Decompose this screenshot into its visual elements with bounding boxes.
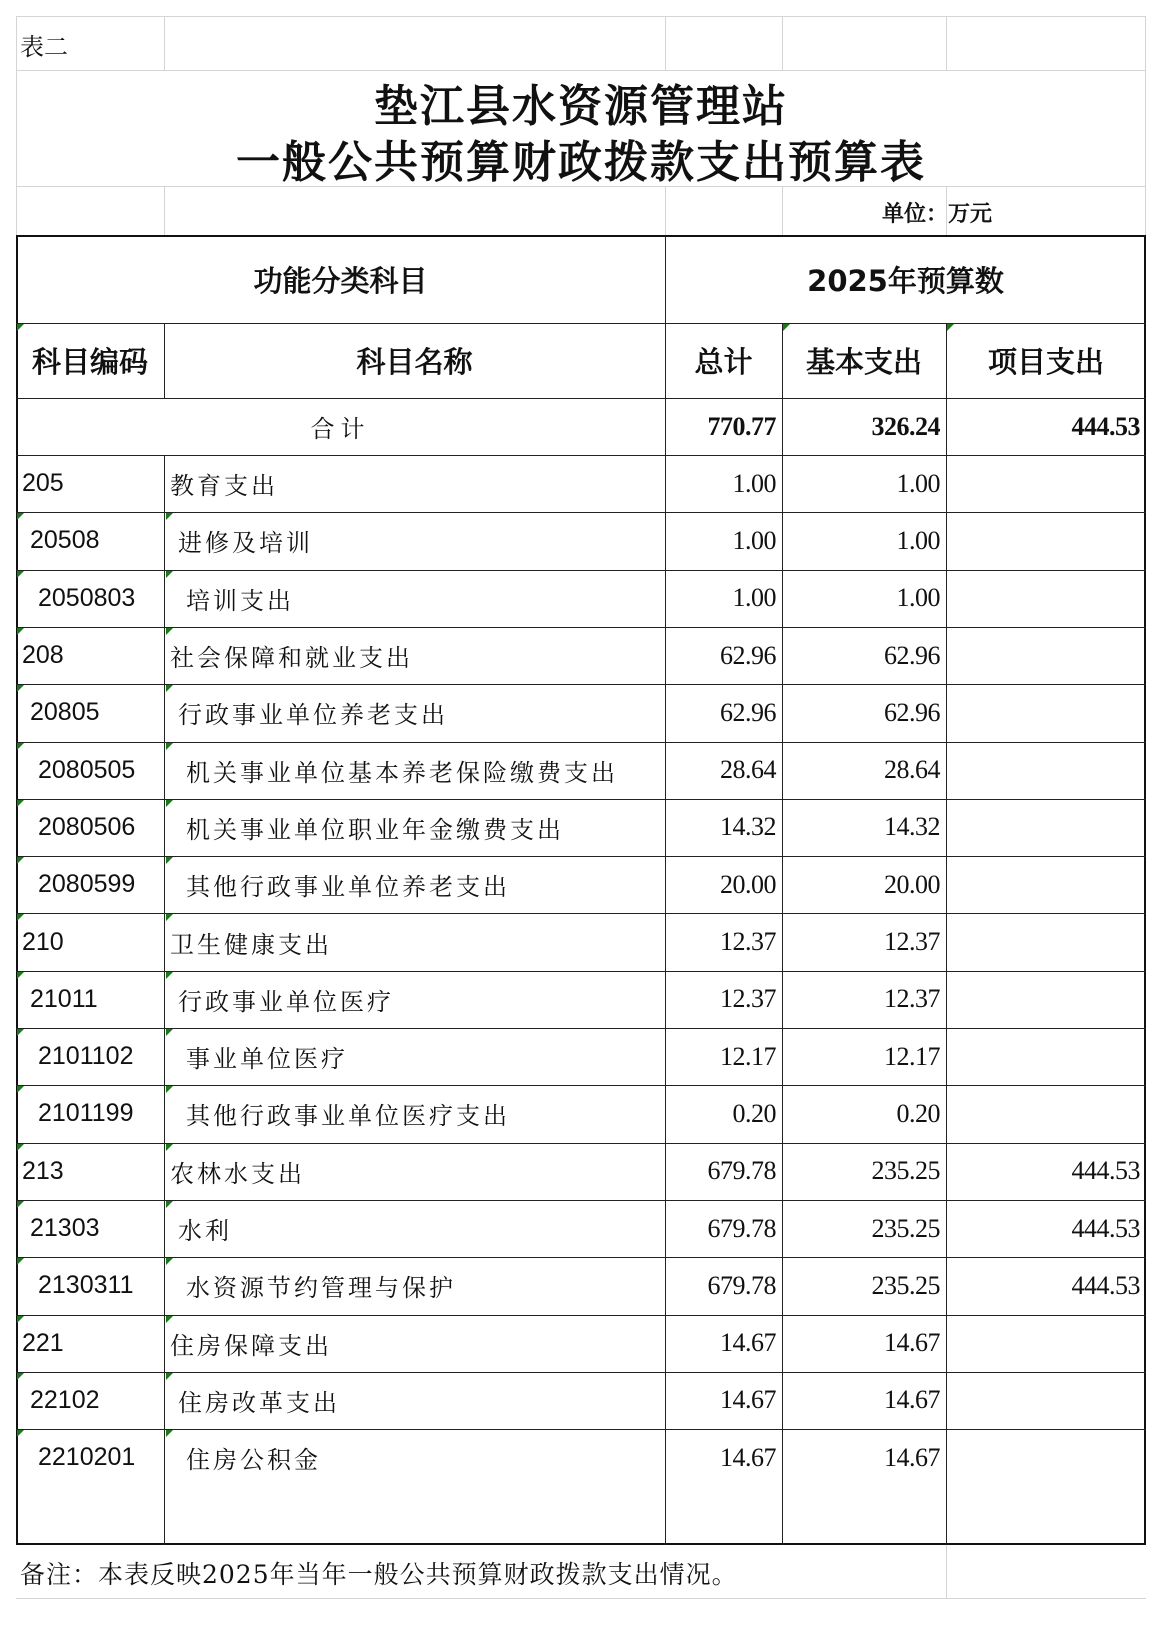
row-code: 2101102 [38,1042,134,1071]
row-total: 28.64 [720,755,776,785]
rule [16,323,1146,324]
row-code: 2130311 [38,1271,134,1300]
row-project [946,627,1146,684]
rule [16,1143,1146,1144]
row-total: 679.78 [707,1213,776,1243]
rule [16,856,1146,857]
row-total: 1.00 [732,583,776,613]
rule [164,323,165,398]
row-code: 2050803 [38,583,136,612]
row-total: 1.00 [732,468,776,498]
row-total: 14.67 [720,1328,776,1358]
totals-project: 444.53 [1071,411,1140,441]
cell-marker [166,1316,173,1323]
cell-marker [166,513,173,520]
rule [16,570,1146,571]
cell-marker [947,324,954,331]
row-total: 679.78 [707,1156,776,1186]
sheet-label: 表二 [20,32,68,61]
cell-marker [17,857,24,864]
row-code: 213 [22,1156,64,1185]
cell-marker [166,1086,173,1093]
row-basic: 28.64 [884,755,940,785]
row-total: 14.32 [720,812,776,842]
rule [16,1429,1146,1430]
rule [16,1372,1146,1373]
rule [16,1085,1146,1086]
row-project [946,570,1146,627]
row-basic: 12.17 [884,1041,940,1071]
cell-marker [166,1430,173,1437]
totals-basic: 326.24 [871,411,940,441]
row-project [946,512,1146,569]
row-code: 208 [22,641,64,670]
row-project [946,1429,1146,1486]
row-code: 2080599 [38,870,136,899]
row-basic: 1.00 [896,468,940,498]
row-basic: 14.67 [884,1442,940,1472]
row-project [946,856,1146,913]
rule [16,398,1146,399]
cell-marker [166,685,173,692]
cell-marker [783,324,790,331]
rule [16,742,1146,743]
cell-marker [17,571,24,578]
rule [16,913,1146,914]
gridline [16,16,1146,17]
gridline [16,1598,1146,1599]
cell-marker [17,685,24,692]
gridline [164,16,165,70]
row-name: 行政事业单位医疗 [178,987,394,1016]
header-category: 功能分类科目 [253,263,428,298]
row-code: 20805 [30,698,100,727]
row-basic: 235.25 [871,1156,940,1186]
row-total: 14.67 [720,1442,776,1472]
cell-marker [17,914,24,921]
row-name: 农林水支出 [170,1159,305,1188]
rule [16,1200,1146,1201]
totals-total: 770.77 [707,411,776,441]
row-name: 水资源节约管理与保护 [186,1274,456,1303]
row-project [946,1085,1146,1142]
row-code: 221 [22,1328,64,1357]
row-name: 住房保障支出 [170,1331,332,1360]
page-title-line2: 一般公共预算财政拨款支出预算表 [236,137,926,188]
row-basic: 14.67 [884,1385,940,1415]
cell-marker [166,800,173,807]
cell-marker [17,1201,24,1208]
row-total: 12.17 [720,1041,776,1071]
row-name: 培训支出 [186,586,294,615]
cell-marker [17,1373,24,1380]
rule [16,627,1146,628]
row-project [946,799,1146,856]
row-basic: 1.00 [896,525,940,555]
header-project: 项目支出 [987,345,1104,379]
row-code: 22102 [30,1385,100,1414]
row-basic: 20.00 [884,869,940,899]
cell-marker [17,1316,24,1323]
rule [16,1315,1146,1316]
row-name: 其他行政事业单位医疗支出 [186,1102,510,1131]
rule [16,684,1146,685]
cell-marker [166,743,173,750]
row-name: 其他行政事业单位养老支出 [186,873,510,902]
row-name: 机关事业单位基本养老保险缴费支出 [186,758,618,787]
row-basic: 14.67 [884,1328,940,1358]
row-basic: 14.32 [884,812,940,842]
row-code: 20508 [30,526,100,555]
cell-marker [17,1086,24,1093]
row-total: 20.00 [720,869,776,899]
row-project [946,971,1146,1028]
totals-label: 合计 [310,415,371,443]
cell-marker [17,972,24,979]
rule [16,799,1146,800]
header-budget: 2025年预算数 [807,263,1004,298]
rule [16,971,1146,972]
header-total: 总计 [694,345,753,379]
row-total: 62.96 [720,640,776,670]
unit-label: 单位：万元 [882,201,993,227]
page-title-line1: 垫江县水资源管理站 [374,81,788,132]
rule [16,512,1146,513]
cell-marker [17,628,24,635]
cell-marker [17,1430,24,1437]
row-basic: 62.96 [884,697,940,727]
row-project [946,1372,1146,1429]
gridline [665,186,666,236]
row-basic: 235.25 [871,1213,940,1243]
cell-marker [166,972,173,979]
row-name: 事业单位医疗 [186,1045,348,1074]
budget-sheet [16,16,1146,1628]
cell-marker [17,1029,24,1036]
row-basic: 12.37 [884,927,940,957]
cell-marker [166,914,173,921]
cell-marker [17,1258,24,1265]
row-code: 205 [22,469,64,498]
row-project [946,1028,1146,1085]
gridline [946,1545,947,1598]
gridline [946,16,947,70]
row-total: 679.78 [707,1270,776,1300]
row-total: 62.96 [720,697,776,727]
row-code: 2210201 [38,1443,136,1472]
header-code: 科目编码 [31,345,148,379]
cell-marker [166,1144,173,1151]
row-basic: 1.00 [896,583,940,613]
row-code: 2101199 [38,1099,134,1128]
gridline [164,186,165,236]
cell-marker [166,1258,173,1265]
row-code: 21303 [30,1214,100,1243]
row-name: 住房公积金 [186,1446,321,1475]
gridline [665,16,666,70]
row-name: 行政事业单位养老支出 [178,701,448,730]
cell-marker [166,857,173,864]
header-basic: 基本支出 [805,345,922,379]
row-project [946,1315,1146,1372]
cell-marker [17,800,24,807]
row-name: 机关事业单位职业年金缴费支出 [186,815,564,844]
row-basic: 62.96 [884,640,940,670]
row-code: 21011 [30,984,98,1013]
cell-marker [17,324,24,331]
row-project [946,684,1146,741]
header-name: 科目名称 [356,345,473,379]
cell-marker [166,571,173,578]
row-project [946,742,1146,799]
row-total: 12.37 [720,984,776,1014]
row-project: 444.53 [1071,1270,1140,1300]
row-total: 12.37 [720,927,776,957]
row-project [946,455,1146,512]
footnote: 备注：本表反映2025年当年一般公共预算财政拨款支出情况。 [20,1560,738,1589]
row-total: 14.67 [720,1385,776,1415]
row-project: 444.53 [1071,1213,1140,1243]
row-name: 教育支出 [170,472,278,501]
cell-marker [17,743,24,750]
row-code: 2080506 [38,812,136,841]
cell-marker [166,1373,173,1380]
row-basic: 12.37 [884,984,940,1014]
row-total: 0.20 [732,1098,776,1128]
row-name: 卫生健康支出 [170,930,332,959]
gridline [782,186,783,236]
row-project: 444.53 [1071,1156,1140,1186]
rule [16,1257,1146,1258]
row-name: 进修及培训 [178,529,313,558]
row-name: 水利 [178,1217,232,1246]
cell-marker [166,1201,173,1208]
row-code: 210 [22,927,64,956]
row-code: 2080505 [38,755,136,784]
row-total: 1.00 [732,525,776,555]
row-name: 社会保障和就业支出 [170,644,413,673]
cell-marker [166,628,173,635]
gridline [782,16,783,70]
cell-marker [17,513,24,520]
row-project [946,913,1146,970]
row-basic: 0.20 [896,1098,940,1128]
row-basic: 235.25 [871,1270,940,1300]
cell-marker [166,1029,173,1036]
cell-marker [17,1144,24,1151]
row-name: 住房改革支出 [178,1388,340,1417]
rule [16,1028,1146,1029]
